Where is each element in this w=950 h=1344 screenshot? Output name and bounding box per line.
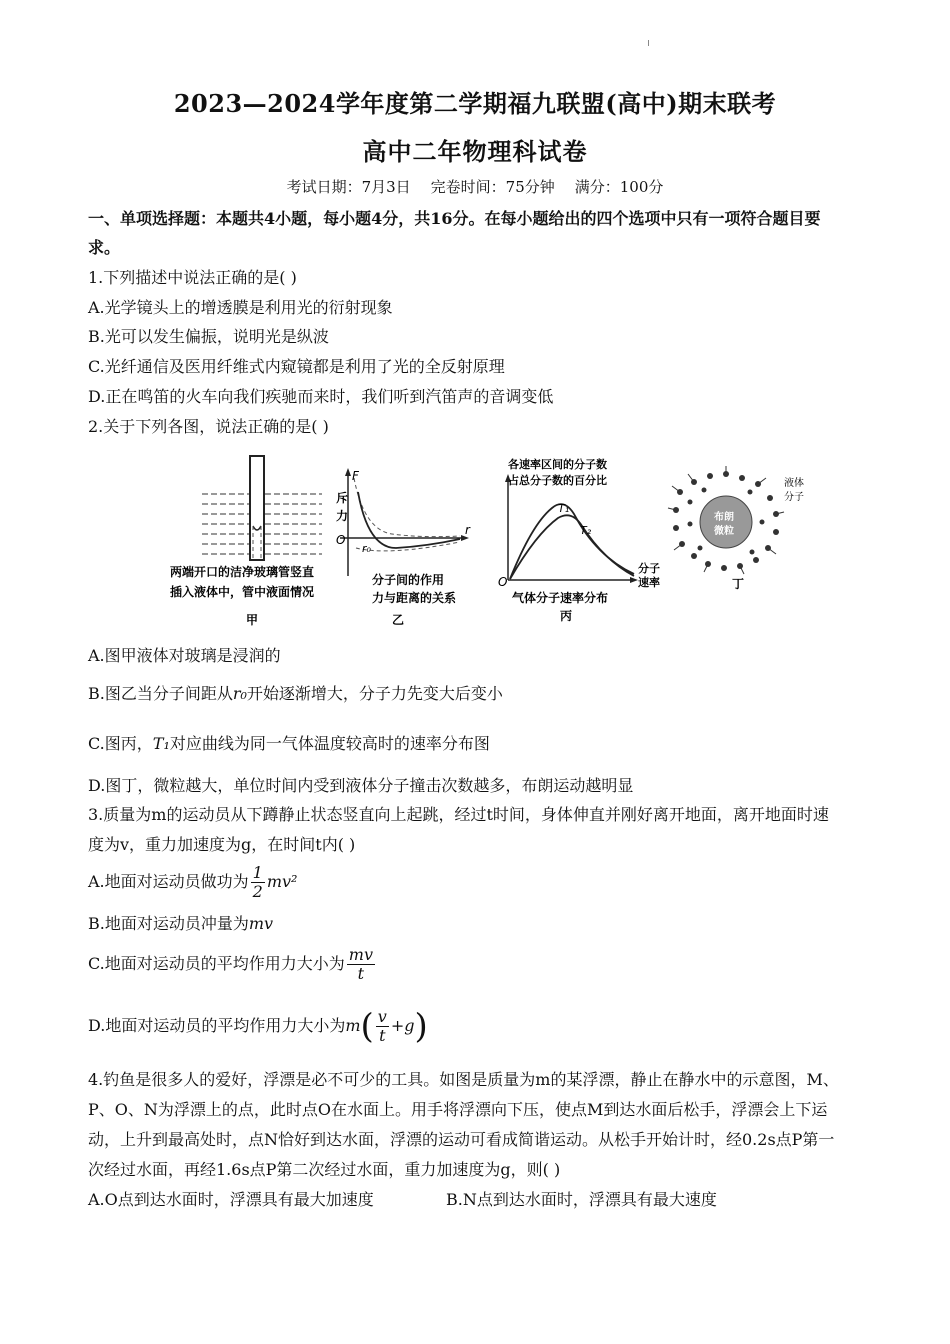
q3-option-a-fraction <box>251 864 265 901</box>
fig-bing-ylabel1: 各速率区间的分子数 <box>508 458 607 471</box>
section1-heading-line1: 一、单项选择题：本题共4小题，每小题4分，共16分。在每小题给出的四个选项中只有一项符合题目要 <box>88 209 821 228</box>
section1-heading-line2: 求。 <box>88 238 121 257</box>
q2-option-b-var: r₀ <box>232 684 247 703</box>
q3-option-d-m: m <box>345 1016 361 1035</box>
q3-option-a-num: 1 <box>252 863 263 882</box>
fig-ding-liquid1: 液体 <box>784 478 804 489</box>
q2-option-c-var: T₁ <box>152 734 170 753</box>
q3-option-c-pre: C.地面对运动员的平均作用力大小为 <box>88 954 345 973</box>
q3-option-b <box>88 914 273 934</box>
fig-yi-caption2: 力与距离的关系 <box>372 591 457 605</box>
fig-ding-liquid2: 分子 <box>784 492 804 503</box>
q1-option-c: C.光纤通信及医用纤维式内窥镜都是利用了光的全反射原理 <box>88 357 505 376</box>
q3-option-c <box>88 944 377 984</box>
q2-figures <box>160 452 860 632</box>
q4-line3: 动，上升到最高处时，点N恰好到达水面，浮漂的运动可看成简谐运动。从松手开始计时，经0.2s点P第一 <box>88 1130 835 1149</box>
fig-yi-r: r <box>465 523 470 537</box>
q4-line1: 4.钓鱼是很多人的爱好，浮漂是必不可少的工具。如图是质量为m的某浮漂，静止在静水中的示意图，M、 <box>88 1070 839 1089</box>
q3-option-d <box>88 1004 428 1049</box>
fig-yi-F: F <box>352 469 359 483</box>
exam-title: 2023—2024学年度第二学期福九联盟(高中)期末联考 <box>173 89 777 118</box>
q3-stem-line1: 3.质量为m的运动员从下蹲静止状态竖直向上起跳，经过t时间，身体伸直并刚好离开地面，离开地面时速 <box>88 805 829 824</box>
q2-option-d: D.图丁，微粒越大，单位时间内受到液体分子撞击次数越多，布朗运动越明显 <box>88 776 634 795</box>
q3-option-b-expr: mv <box>248 914 274 933</box>
fig-bing-x2: 速率 <box>638 576 660 589</box>
q4-line4: 次经过水面，再经1.6s点P第二次经过水面，重力加速度为g，则( ) <box>88 1160 561 1179</box>
figure-bing <box>498 457 660 623</box>
figure-yi <box>336 468 471 627</box>
exam-duration: 完卷时间：75分钟 <box>430 178 555 196</box>
exam-full-score: 满分：100分 <box>574 178 664 196</box>
q2-option-b-post: 开始逐渐增大，分子力先变大后变小 <box>246 684 503 703</box>
exam-date: 考试日期：7月3日 <box>286 178 411 196</box>
q2-option-b-pre: B.图乙当分子间距从 <box>88 684 233 703</box>
fig-bing-caption: 气体分子速率分布 <box>512 591 609 605</box>
left-paren-icon: ( <box>360 1006 374 1047</box>
fig-bing-ylabel2: 占总分子数的百分比 <box>508 474 607 487</box>
q3-option-d-pre: D.地面对运动员的平均作用力大小为 <box>88 1016 346 1035</box>
q3-option-a-expr: mv² <box>266 872 298 891</box>
q2-stem: 2.关于下列各图，说法正确的是( ) <box>88 417 329 436</box>
q4-option-a: A.O点到达水面时，浮漂具有最大加速度 <box>88 1190 374 1209</box>
fig-jia-caption1: 两端开口的洁净玻璃管竖直 <box>170 565 315 579</box>
fig-yi-li: 力 <box>336 509 349 523</box>
q4-line2: P、O、N为浮漂上的点，此时点O在水面上。用手将浮漂向下压，使点M到达水面后松手，浮漂会上下运 <box>88 1100 828 1119</box>
fig-jia-caption2: 插入液体中，管中液面情况 <box>170 585 315 599</box>
q2-option-c-post: 对应曲线为同一气体温度较高时的速率分布图 <box>169 734 490 753</box>
fig-ding-particle2: 微粒 <box>714 526 734 537</box>
q3-option-a-den: 2 <box>252 882 263 901</box>
fig-ding-label: 丁 <box>732 577 745 591</box>
q3-option-d-tail: +g <box>390 1016 415 1035</box>
q2-option-b <box>88 684 503 704</box>
fig-bing-T1: T₁ <box>558 502 570 515</box>
fig-ding-particle1: 布朗 <box>714 512 734 523</box>
fig-yi-caption1: 分子间的作用 <box>372 573 445 587</box>
q2-option-a: A.图甲液体对玻璃是浸润的 <box>88 646 281 665</box>
q3-option-b-pre: B.地面对运动员冲量为 <box>88 914 249 933</box>
q1-stem: 1.下列描述中说法正确的是( ) <box>88 268 297 287</box>
q3-option-c-fraction <box>347 946 375 983</box>
right-paren-icon: ) <box>414 1006 428 1047</box>
fig-yi-r0: r₀ <box>362 542 371 555</box>
fig-jia-label: 甲 <box>246 613 259 627</box>
q1-option-a: A.光学镜头上的增透膜是利用光的衍射现象 <box>88 298 393 317</box>
q3-stem-line2: 度为v，重力加速度为g，在时间t内( ) <box>88 835 356 854</box>
fig-bing-x1: 分子 <box>638 562 660 575</box>
fig-yi-label: 乙 <box>392 613 405 627</box>
q1-option-b: B.光可以发生偏振，说明光是纵波 <box>88 327 329 346</box>
exam-subtitle: 高中二年物理科试卷 <box>362 137 588 166</box>
fig-bing-O: O <box>498 575 508 589</box>
fig-bing-T2: T₂ <box>580 524 592 537</box>
q2-option-c <box>88 734 490 754</box>
q3-option-d-num: v <box>377 1007 387 1026</box>
fig-yi-O: O <box>336 533 346 547</box>
q3-option-d-fraction <box>376 1008 389 1045</box>
fig-yi-chi: 斥 <box>336 491 349 505</box>
exam-meta <box>0 176 950 197</box>
scan-mark <box>648 40 649 46</box>
q1-option-d: D.正在鸣笛的火车向我们疾驰而来时，我们听到汽笛声的音调变低 <box>88 387 554 406</box>
q3-option-c-den: t <box>357 964 365 983</box>
figure-ding <box>668 466 804 591</box>
q2-figures-svg <box>160 452 860 632</box>
q3-option-d-den: t <box>379 1026 386 1045</box>
q4-option-b: B.N点到达水面时，浮漂具有最大速度 <box>446 1190 717 1209</box>
q2-option-c-pre: C.图丙， <box>88 734 153 753</box>
q3-option-a-pre: A.地面对运动员做功为 <box>88 872 249 891</box>
figure-jia <box>170 456 322 627</box>
q3-option-a <box>88 862 297 902</box>
fig-bing-label: 丙 <box>560 609 573 623</box>
q3-option-c-num: mv <box>348 945 373 964</box>
